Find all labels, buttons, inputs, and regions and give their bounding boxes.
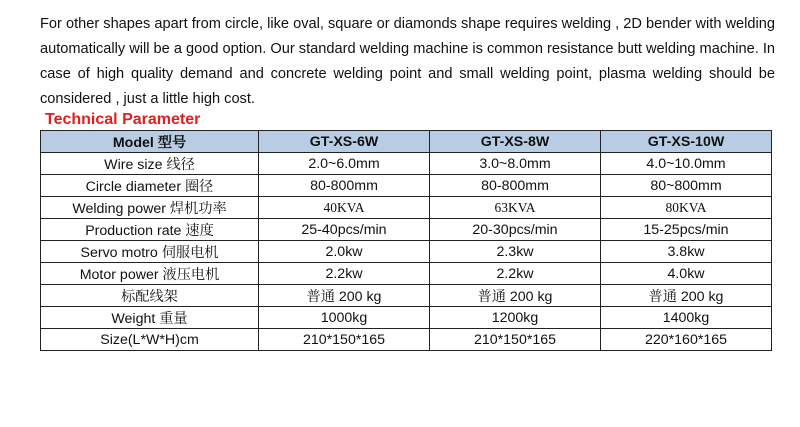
table-row (41, 219, 772, 241)
spec-table (40, 130, 772, 351)
table-row (41, 241, 772, 263)
table-row (41, 285, 772, 307)
row-label: 标配线架 (41, 285, 259, 307)
header-gt-xs-8w: GT-XS-8W (430, 131, 601, 153)
table-row (41, 307, 772, 329)
table-cell: 80~800mm (601, 175, 772, 197)
table-row (41, 175, 772, 197)
row-label: Weight 重量 (41, 307, 259, 329)
table-header-row (41, 131, 772, 153)
row-label: Servo motro 伺服电机 (41, 241, 259, 263)
table-cell: 40KVA (259, 197, 430, 219)
table-cell: 20-30pcs/min (430, 219, 601, 241)
row-label: Production rate 速度 (41, 219, 259, 241)
header-gt-xs-10w: GT-XS-10W (601, 131, 772, 153)
table-row (41, 329, 772, 351)
table-cell: 25-40pcs/min (259, 219, 430, 241)
row-label: Welding power 焊机功率 (41, 197, 259, 219)
table-cell: 210*150*165 (430, 329, 601, 351)
table-cell: 3.0~8.0mm (430, 153, 601, 175)
table-cell: 80-800mm (430, 175, 601, 197)
section-title: Technical Parameter (45, 111, 201, 128)
table-cell: 15-25pcs/min (601, 219, 772, 241)
table-row (41, 263, 772, 285)
table-cell: 普通 200 kg (430, 285, 601, 307)
table-cell: 普通 200 kg (259, 285, 430, 307)
table-cell: 2.2kw (259, 263, 430, 285)
table-cell: 3.8kw (601, 241, 772, 263)
table-cell: 80KVA (601, 197, 772, 219)
row-label: Circle diameter 圈径 (41, 175, 259, 197)
table-cell: 4.0kw (601, 263, 772, 285)
table-cell: 220*160*165 (601, 329, 772, 351)
table-cell: 210*150*165 (259, 329, 430, 351)
table-cell: 1200kg (430, 307, 601, 329)
table-cell: 2.2kw (430, 263, 601, 285)
table-cell: 2.0~6.0mm (259, 153, 430, 175)
row-label: Wire size 线径 (41, 153, 259, 175)
header-gt-xs-6w: GT-XS-6W (259, 131, 430, 153)
table-cell: 2.0kw (259, 241, 430, 263)
table-row (41, 197, 772, 219)
table-cell: 1400kg (601, 307, 772, 329)
header-model: Model 型号 (41, 131, 259, 153)
table-cell: 63KVA (430, 197, 601, 219)
table-cell: 普通 200 kg (601, 285, 772, 307)
table-cell: 4.0~10.0mm (601, 153, 772, 175)
intro-paragraph: For other shapes apart from circle, like oval, square or diamonds shape requires welding , 2D bender with welding automatically will be a good option. Our standard welding machine is common resistance butt welding machine. In case of high quality demand and concrete welding point and small welding point, plasma welding should be considered , just a little high cost. (40, 16, 775, 107)
row-label: Size(L*W*H)cm (41, 329, 259, 351)
table-row (41, 153, 772, 175)
row-label: Motor power 液压电机 (41, 263, 259, 285)
table-cell: 1000kg (259, 307, 430, 329)
table-cell: 2.3kw (430, 241, 601, 263)
table-cell: 80-800mm (259, 175, 430, 197)
